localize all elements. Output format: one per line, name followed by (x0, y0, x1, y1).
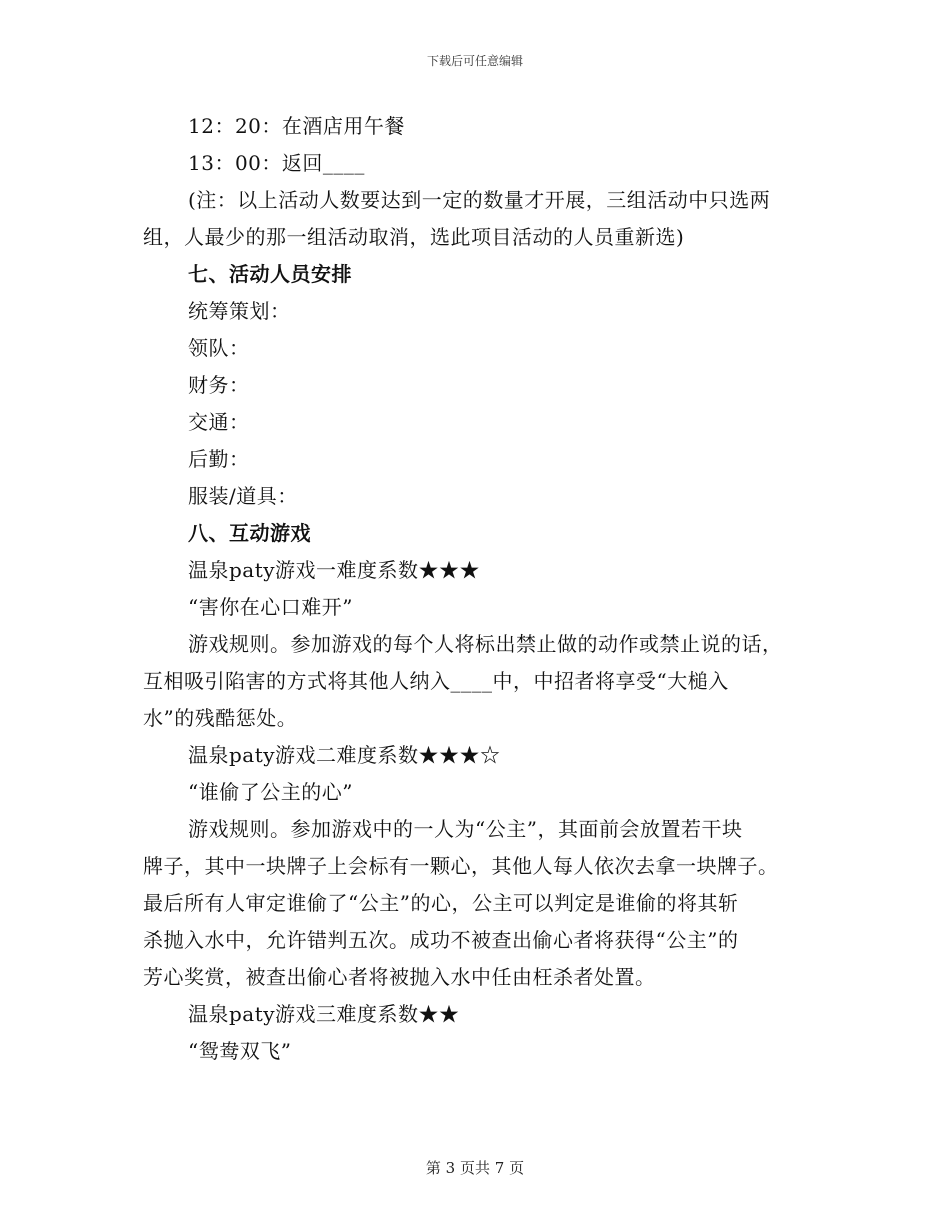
document-body (143, 108, 818, 1070)
page-footer: 第 3 页共 7 页 (425, 1159, 525, 1177)
text-line: 游戏规则。参加游戏中的一人为“公主”，其面前会放置若干块 (188, 817, 743, 841)
text-line: 温泉paty游戏三难度系数★★ (188, 1002, 460, 1026)
text-line: 芳心奖赏，被查出偷心者将被抛入水中任由枉杀者处置。 (143, 965, 656, 989)
text-line: 水”的残酷惩处。 (143, 706, 298, 730)
text-line: 牌子，其中一块牌子上会标有一颗心，其他人每人依次去拿一块牌子。 (143, 854, 779, 878)
text-line: 服装/道具： (188, 484, 298, 508)
text-line: 交通： (188, 410, 250, 434)
text-line: “鸳鸯双飞” (188, 1039, 292, 1063)
text-line: (注：以上活动人数要达到一定的数量才开展，三组活动中只选两 (188, 188, 771, 212)
text-line: 组，人最少的那一组活动取消，选此项目活动的人员重新选) (143, 225, 685, 249)
text-line: “谁偷了公主的心” (188, 780, 353, 804)
text-line: “害你在心口难开” (188, 595, 353, 619)
text-line: 杀抛入水中，允许错判五次。成功不被查出偷心者将获得“公主”的 (143, 928, 739, 952)
section-heading: 七、活动人员安排 (188, 262, 352, 286)
text-line: 温泉paty游戏二难度系数★★★☆ (188, 743, 501, 767)
text-line: 13：00：返回____ (188, 151, 365, 175)
page-header: 下载后可任意编辑 (426, 54, 523, 68)
text-line: 财务： (188, 373, 250, 397)
text-line: 游戏规则。参加游戏的每个人将标出禁止做的动作或禁止说的话， (188, 632, 783, 656)
text-line: 温泉paty游戏一难度系数★★★ (188, 558, 481, 582)
section-heading: 八、互动游戏 (188, 521, 311, 545)
text-line: 互相吸引陷害的方式将其他人纳入____中，中招者将享受“大槌入 (143, 669, 729, 693)
text-line: 后勤： (188, 447, 250, 471)
text-line: 统筹策划： (188, 299, 291, 323)
text-line: 领队： (188, 336, 250, 360)
text-line: 最后所有人审定谁偷了“公主”的心，公主可以判定是谁偷的将其斩 (143, 891, 739, 915)
text-line: 12：20：在酒店用午餐 (188, 114, 405, 138)
